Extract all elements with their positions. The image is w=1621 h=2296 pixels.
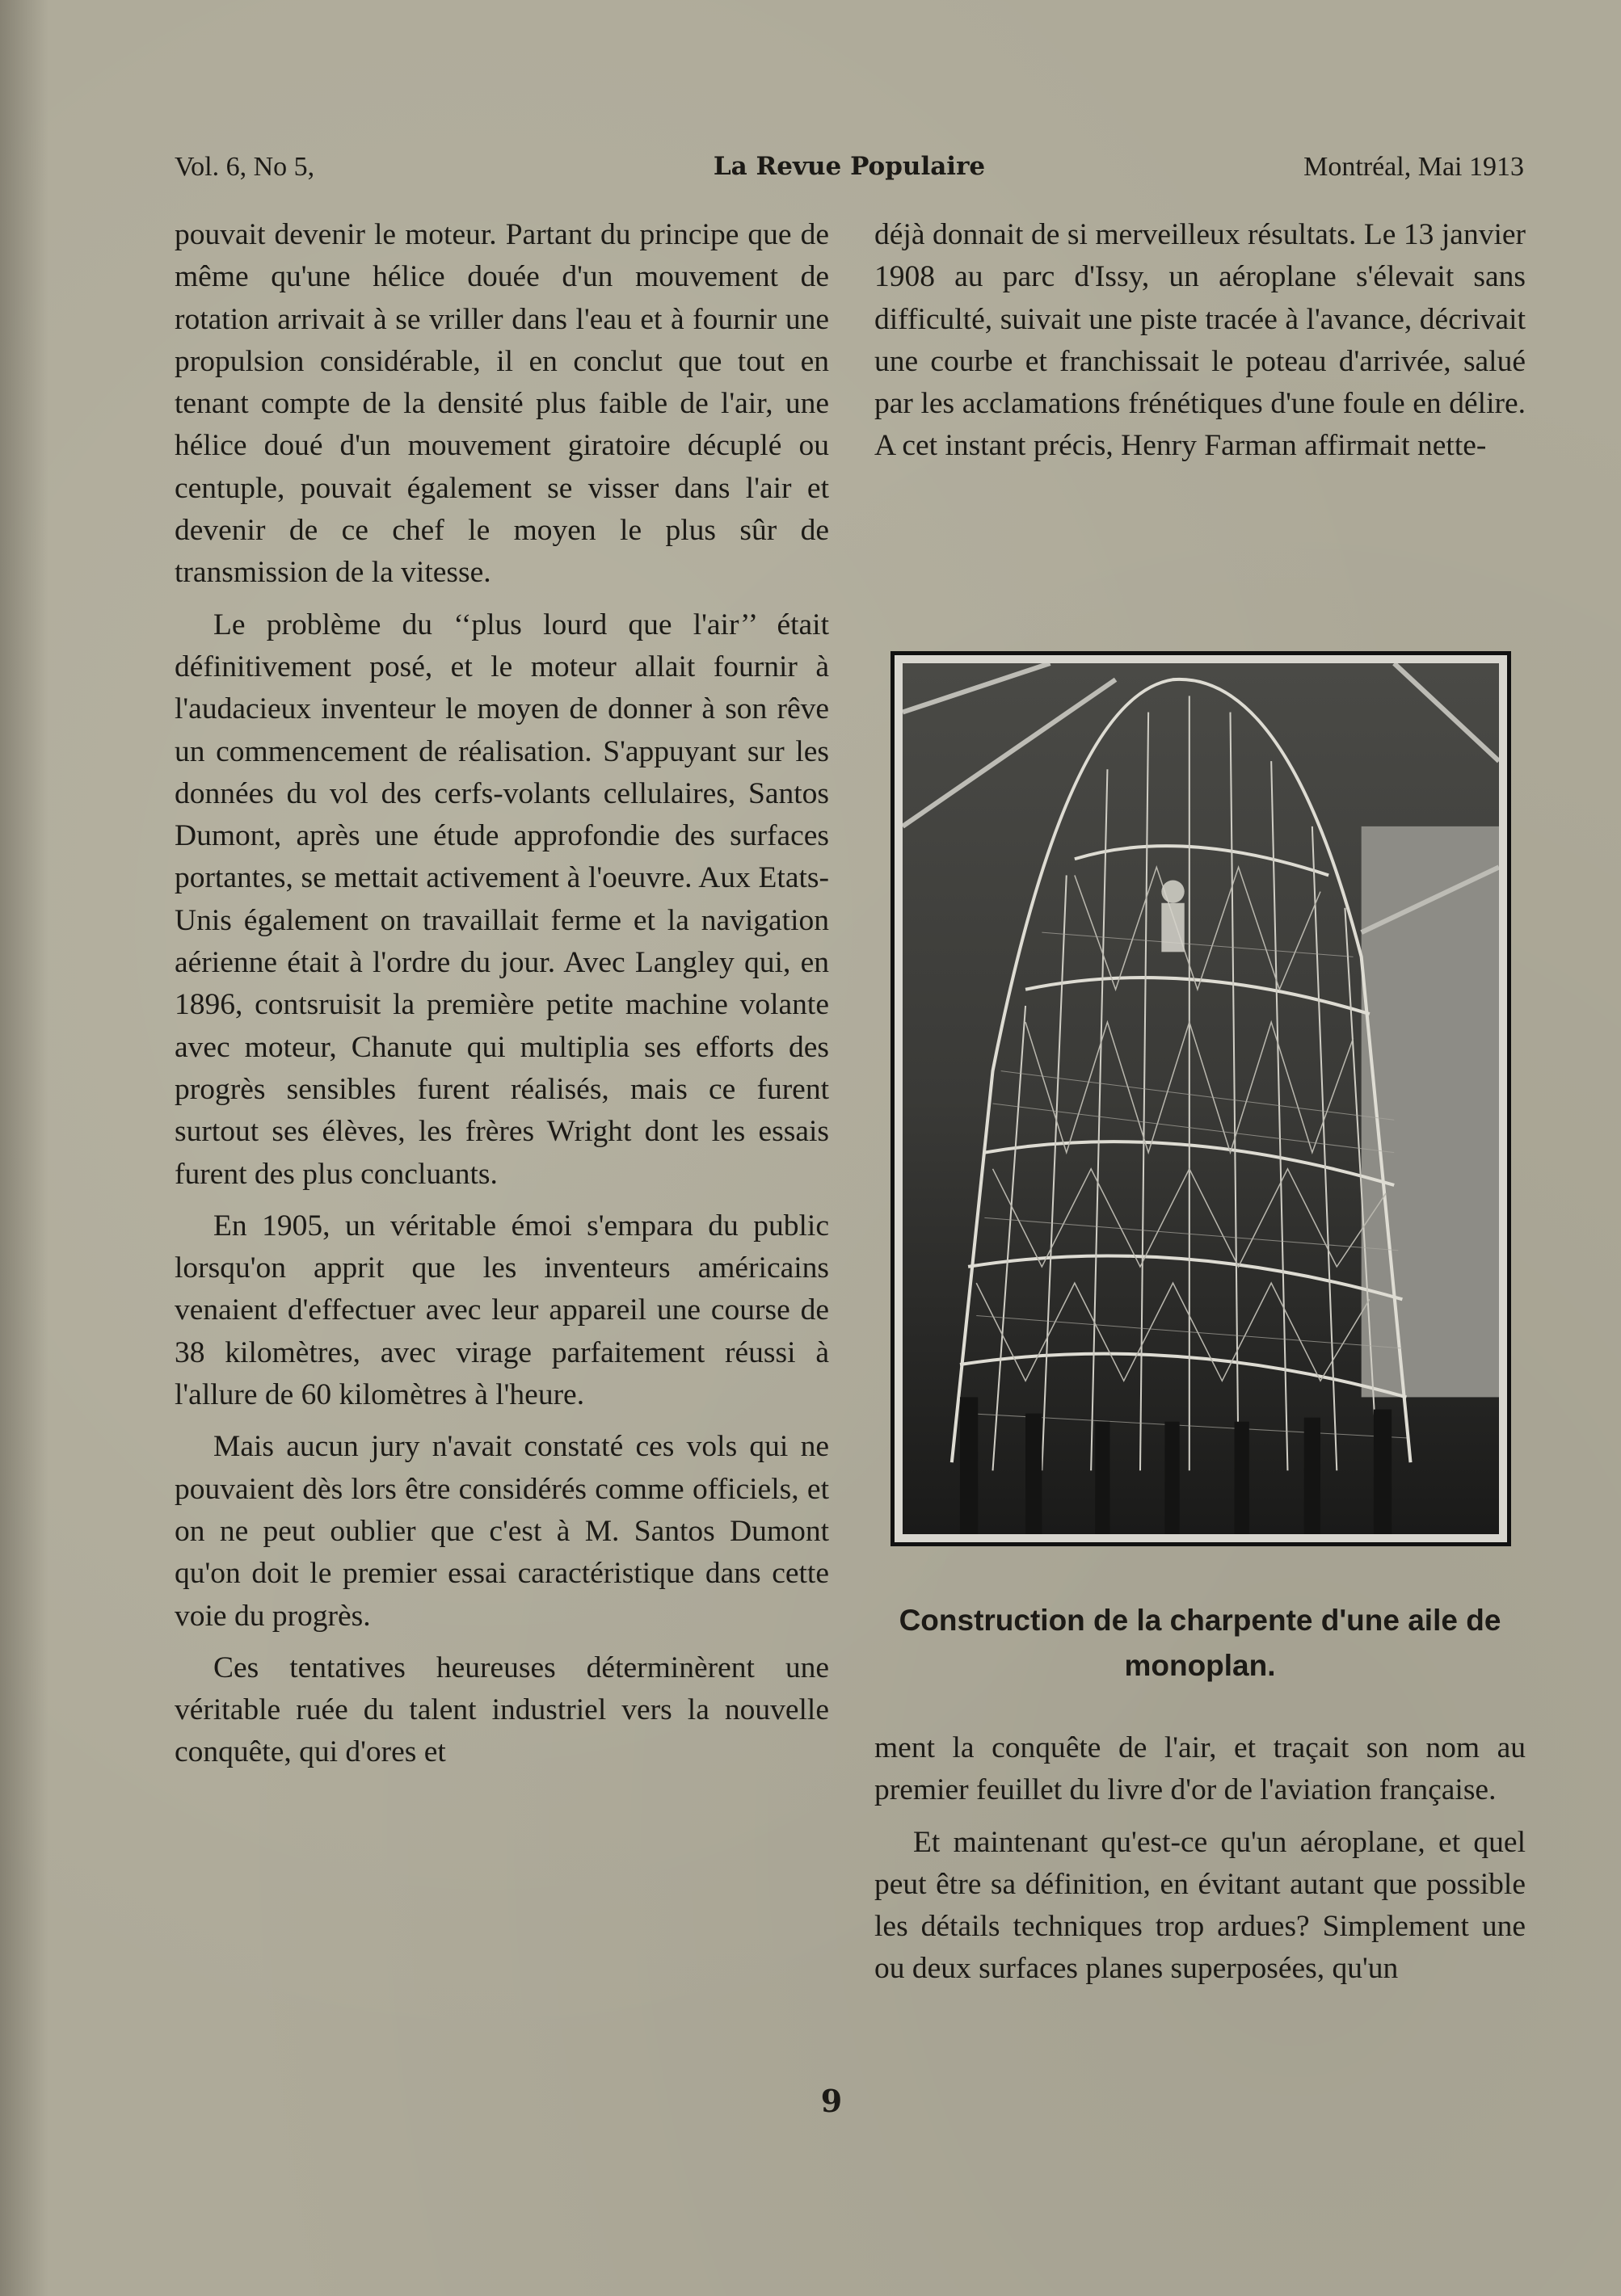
- right-column-top: [874, 214, 1526, 468]
- header-place-date: Montréal, Mai 1913: [1303, 152, 1524, 182]
- page-number: 9: [820, 2083, 843, 2119]
- paragraph: Le problème du ‘‘plus lourd que l'air’’ était définitivement posé, et le moteur allait fournir à l'audacieux inventeur le moyen de donner à son rêve un commencement de réalisation. S'appuyant sur les données du vol des cerfs-volants cellulaires, Santos Dumont, après une étude approfondie des surfaces portantes, se mettait activement à l'oeuvre. Aux Etats-Unis également on travaillait ferme et la navigation aérienne était à l'ordre du jour. Avec Langley qui, en 1896, contsruisit la première petite machine volante avec moteur, Chanute qui multiplia ses efforts des progrès sensibles furent réalisés, mais ce furent surtout ses élèves, les frères Wright dont les essais furent des plus concluants.: [175, 608, 829, 1191]
- header-volume: Vol. 6, No 5,: [175, 152, 315, 182]
- left-column: [175, 214, 829, 1774]
- paragraph: En 1905, un véritable émoi s'empara du public lorsqu'on apprit que les inventeurs américains venaient d'effectuer avec leur appareil une course de 38 kilomètres, avec virage parfaitement réussi à l'allure de 60 kilomètres à l'heure.: [175, 1209, 829, 1412]
- paragraph: Et maintenant qu'est-ce qu'un aéroplane, et quel peut être sa définition, en évitant autant que possible les détails techniques trop ardues? Simplement une ou deux surfaces planes superposées, qu'un: [874, 1825, 1526, 1986]
- right-column-bottom: [874, 1727, 1526, 1991]
- figure-photograph: [890, 651, 1511, 1546]
- paragraph: pouvait devenir le moteur. Partant du principe que de même qu'une hélice douée d'un mouvement de rotation arrivait à se vriller dans l'eau et à fournir une propulsion considérable, il en conclut que tout en tenant compte de la densité plus faible de l'air, une hélice doué d'un mouvement giratoire décuplé ou centuple, pouvait également se visser dans l'air et devenir de ce chef le moyen le plus sûr de transmission de la vitesse.: [175, 218, 829, 590]
- figure-caption: Construction de la charpente d'une aile de monoplan.: [899, 1604, 1501, 1682]
- running-header: [175, 152, 1524, 192]
- paragraph: Ces tentatives heureuses déterminèrent une véritable ruée du talent industriel vers la nouvelle conquête, qui d'ores et: [175, 1651, 829, 1769]
- header-publication-title: La Revue Populaire: [713, 152, 986, 181]
- paragraph: ment la conquête de l'air, et traçait son nom au premier feuillet du livre d'or de l'aviation française.: [874, 1731, 1526, 1807]
- wing-frame-photo: [903, 663, 1499, 1534]
- wing-frame-illustration: [903, 663, 1499, 1534]
- binding-shadow: [0, 0, 48, 2296]
- paragraph: déjà donnait de si merveilleux résultats. Le 13 janvier 1908 au parc d'Issy, un aéroplane s'élevait sans difficulté, suivait une piste tracée à l'avance, décrivait une courbe et franchissait le poteau d'arrivée, salué par les acclamations frénétiques d'une foule en délire. A cet instant précis, Henry Farman affirmait nette-: [874, 218, 1526, 463]
- paragraph: Mais aucun jury n'avait constaté ces vols qui ne pouvaient dès lors être considérés comme officiels, et on ne peut oublier que c'est à M. Santos Dumont qu'on doit le premier essai caractéristique dans cette voie du progrès.: [175, 1430, 829, 1633]
